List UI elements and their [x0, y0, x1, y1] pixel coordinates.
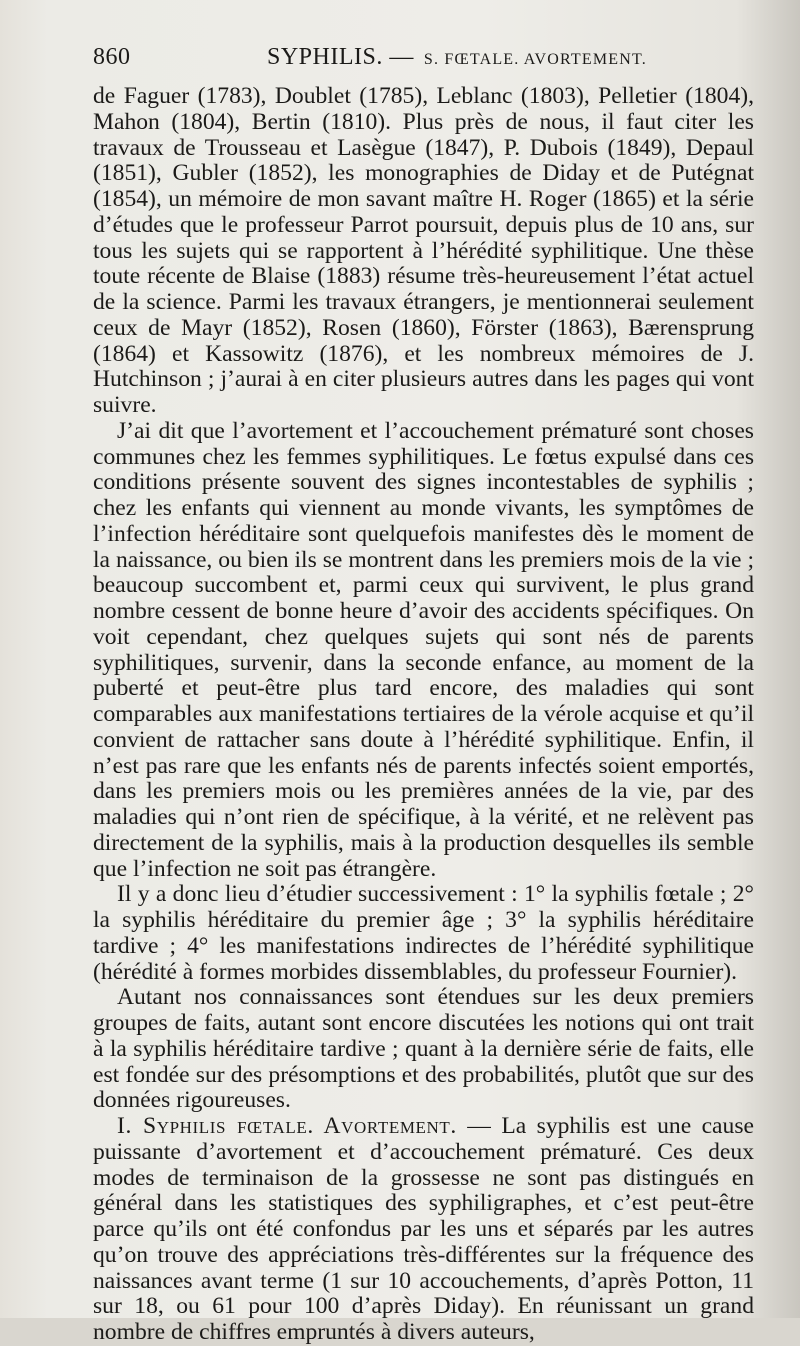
paragraph-1: de Faguer (1783), Doublet (1785), Leblanc (1803), Pelletier (1804), Mahon (1804), Bertin (1810). Plus près de nous, il faut citer les travaux de Trousseau et Lasègue (1847), P. Dubois (1849), Depaul (1851), Gubler (1852), les monographies de Diday et de Putégnat (1854), un mémoire de mon savant maître H. Roger (1865) et la série d’études que le professeur Parrot poursuit, depuis plus de 10 ans, sur tous les sujets qui se rapportent à l’hérédité syphilitique. Une thèse toute récente de Blaise (1883) résume très-heureusement l’état actuel de la science. Parmi les travaux étrangers, je mentionnerai seulement ceux de Mayr (1852), Rosen (1860), Förster (1863), Bærensprung (1864) et Kassowitz (1876), et les nombreux mémoires de J. Hutchinson ; j’aurai à en citer plusieurs autres dans les pages qui vont suivre. — [93, 83, 754, 418]
running-title-sub: S. FŒTALE. AVORTEMENT. — [423, 51, 647, 68]
body-text — [93, 84, 754, 1346]
paragraph-5 — [93, 1114, 754, 1346]
paragraph-2: J’ai dit que l’avortement et l’accouchement prématuré sont choses communes chez les femmes syphilitiques. Le fœtus expulsé dans ces conditions présente souvent des signes incontestables de syphilis ; chez les enfants qui viennent au monde vivants, les symptômes de l’infection héréditaire sont quelquefois manifestes dès le moment de la naissance, ou bien ils se montrent dans les premiers mois de la vie ; beaucoup succombent et, parmi ceux qui survivent, le plus grand nombre cessent de bonne heure d’avoir des accidents spécifiques. On voit cependant, chez quelques sujets qui sont nés de parents syphilitiques, survenir, dans la seconde enfance, au moment de la puberté et peut-être plus tard encore, des maladies qui sont comparables aux manifestations tertiaires de la vérole acquise et qu’il convient de rattacher sans doute à l’hérédité syphilitique. Enfin, il n’est pas rare que les enfants nés de parents infectés soient emportés, dans les premiers mois ou les premières années de la vie, par des maladies qui n’ont rien de spécifique, à la vérité, et ne relèvent pas directement de la syphilis, mais à la production desquelles ils semble que l’infection ne soit pas étrangère. — [93, 417, 754, 882]
section-heading: I. Syphilis fœtale. Avortement. — [117, 1113, 457, 1139]
page-header — [93, 44, 754, 76]
running-title — [267, 44, 647, 71]
paragraph-5-text: — La syphilis est une cause puissante d’avortement et d’accouchement prématuré. Ces deux modes de terminaison de la grossesse ne sont pas distingués en général dans les statistiques des syphiligraphes, et c’est peut-être parce qu’ils ont été confondus par les uns et séparés par les autres qu’on trouve des appréciations très-différentes sur la fréquence des naissances avant terme (1 sur 10 accouchements, d’après Potton, 11 sur 18, ou 61 pour 100 d’après Diday). En réunissant un grand nombre de chiffres empruntés à divers auteurs, — [93, 1113, 754, 1345]
page-number: 860 — [93, 44, 131, 70]
paragraph-3: Il y a donc lieu d’étudier successivement : 1° la syphilis fœtale ; 2° la syphilis héréditaire du premier âge ; 3° la syphilis héréditaire tardive ; 4° les manifestations indirectes de l’hérédité syphilitique (hérédité à formes morbides dissemblables, du professeur Fournier). — [93, 881, 754, 985]
paragraph-4: Autant nos connaissances sont étendues sur les deux premiers groupes de faits, autant sont encore discutées les notions qui ont trait à la syphilis héréditaire tardive ; quant à la dernière série de faits, elle est fondée sur des présomptions et des probabilités, plutôt que sur des données rigoureuses. — [93, 984, 754, 1114]
running-title-main: SYPHILIS. — — [267, 44, 414, 70]
